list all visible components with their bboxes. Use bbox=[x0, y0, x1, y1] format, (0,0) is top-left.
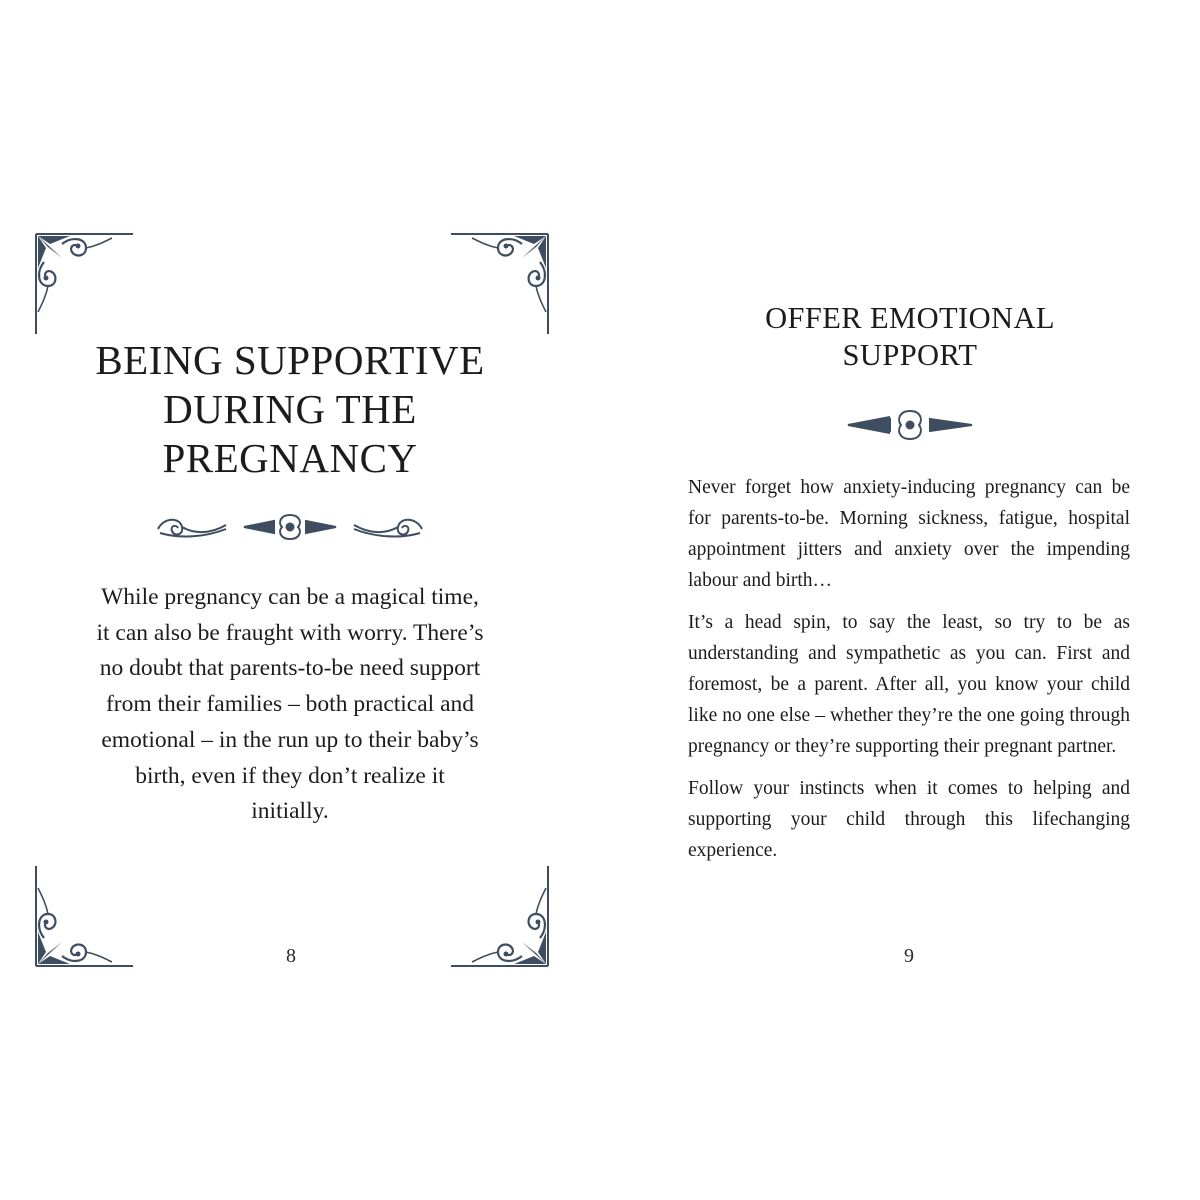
right-page bbox=[600, 0, 1200, 1200]
page-number: 9 bbox=[904, 945, 914, 967]
corner-ornament-top-right bbox=[451, 234, 548, 334]
body-paragraph: Never forget how anxiety-inducing pregnancy can be for parents-to-be. Morning sickness, fatigue, hospital appointment jitters and anxiety over the impending labour and birth… bbox=[688, 477, 1130, 591]
body-paragraph: It’s a head spin, to say the least, so try to be as understanding and sympathetic as you can. First and foremost, be a parent. After all, you know your child like no one else – whether they’re the one going through pregnancy or they’re supporting their pregnant partner. bbox=[688, 612, 1130, 757]
section-title: OFFER EMOTIONAL SUPPORT bbox=[765, 301, 1055, 372]
chapter-title: BEING SUPPORTIVE DURING THE PREGNANCY bbox=[95, 337, 485, 481]
corner-ornament-bottom-right bbox=[451, 866, 548, 966]
chapter-intro-text: While pregnancy can be a magical time, it can also be fraught with worry. There’s no doubt that parents-to-be need support from their families – both practical and emotional – in the run up to their baby’s birth, even if they don’t realize it initially. bbox=[96, 584, 484, 825]
spindle-divider-icon bbox=[844, 405, 976, 445]
section-body bbox=[688, 472, 1130, 877]
page-number: 8 bbox=[286, 945, 296, 967]
scroll-divider-icon bbox=[150, 507, 430, 547]
corner-ornament-top-left bbox=[36, 234, 133, 334]
corner-ornament-bottom-left bbox=[36, 866, 133, 966]
body-paragraph: Follow your instincts when it comes to helping and supporting your child through this lifechanging experience. bbox=[688, 778, 1130, 861]
